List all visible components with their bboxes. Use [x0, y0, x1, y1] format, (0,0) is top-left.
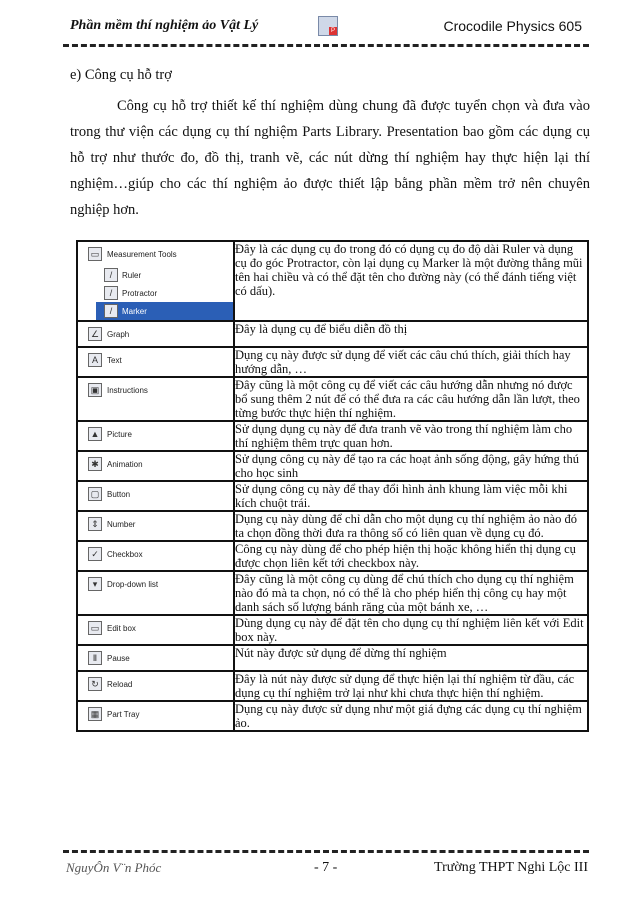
tool-item[interactable] [78, 512, 233, 536]
footer-divider [63, 850, 589, 853]
tool-description: Dụng cụ này được sử dụng như một giá đựng các dụng cụ thí nghiệm ảo. [234, 701, 588, 731]
tool-label: Number [107, 519, 136, 529]
tool-description: Sử dụng công cụ này để tạo ra các hoạt ảnh sống động, gây hứng thú cho học sinh [234, 451, 588, 481]
tool-description: Dụng cụ này dùng để chỉ dẫn cho một dụng cụ thí nghiệm ảo nào đó ta chọn đồng thời đưa ra thông số có liên quan về dụng cụ đó. [234, 511, 588, 541]
tool-subitem-icon: / [104, 268, 118, 282]
number-icon: ⇕ [88, 517, 102, 531]
graph-icon: ∠ [88, 327, 102, 341]
tools-table [76, 240, 589, 732]
instructions-icon: ▣ [88, 383, 102, 397]
tool-item[interactable] [78, 646, 233, 670]
tool-item[interactable] [78, 672, 233, 696]
tool-icon-cell [77, 451, 234, 481]
tool-row [77, 645, 588, 671]
tool-icon-cell [77, 321, 234, 347]
reload-icon: ↻ [88, 677, 102, 691]
header-title: Phần mềm thí nghiệm ảo Vật Lý [70, 18, 259, 33]
tool-item[interactable] [78, 452, 233, 476]
tool-label: Checkbox [107, 549, 143, 559]
picture-icon: ▲ [88, 427, 102, 441]
tool-icon-cell [77, 377, 234, 421]
tool-label: Graph [107, 329, 130, 339]
tool-description: Dùng dụng cụ này để đặt tên cho dụng cụ thí nghiệm liên kết với Edit box này. [234, 615, 588, 645]
folder-icon: ▭ [88, 247, 102, 261]
tool-label: Edit box [107, 623, 136, 633]
tool-subitem-icon: / [104, 304, 118, 318]
tool-item[interactable] [78, 242, 233, 266]
part-tray-icon: ▦ [88, 707, 102, 721]
footer-school: Trường THPT Nghi Lộc III [434, 860, 588, 875]
tool-item[interactable] [78, 422, 233, 446]
tool-item[interactable] [78, 322, 233, 346]
tool-label: Part Tray [107, 709, 140, 719]
tool-row [77, 571, 588, 615]
tool-row [77, 241, 588, 321]
tool-label: Pause [107, 653, 130, 663]
tool-icon-cell [77, 347, 234, 377]
tool-row [77, 481, 588, 511]
tool-item[interactable] [78, 572, 233, 596]
edit-box-icon: ▭ [88, 621, 102, 635]
button-icon: ▢ [88, 487, 102, 501]
tool-row [77, 377, 588, 421]
tool-description: Đây cũng là một công cụ để viết các câu hướng dẫn nhưng nó được bổ sung thêm 2 nút để có thể đưa ra các câu hướng dẫn lần lượt, theo từng bước thực hiện thí nghiệm. [234, 377, 588, 421]
tool-subitem-label: Marker [122, 306, 147, 316]
tool-description: Đây cũng là một công cụ dùng để chú thích cho dụng cụ thí nghiệm nào đó mà ta chọn, nó có thể là cho phép hiển thị công cụ hay một danh sách số lượng bánh răng của một bánh xe, … [234, 571, 588, 615]
tool-subitem-label: Ruler [122, 270, 142, 280]
section-title: e) Công cụ hỗ trợ [70, 67, 172, 83]
tool-description: Nút này được sử dụng để dừng thí nghiệm [234, 645, 588, 671]
tool-row [77, 701, 588, 731]
tool-label: Text [107, 355, 122, 365]
tool-label: Reload [107, 679, 133, 689]
tool-row [77, 421, 588, 451]
tool-subitem[interactable] [78, 266, 233, 284]
tool-icon-cell [77, 571, 234, 615]
tool-icon-cell [77, 241, 234, 321]
tool-row [77, 541, 588, 571]
tool-row [77, 451, 588, 481]
intro-paragraph: Công cụ hỗ trợ thiết kế thí nghiệm dùng chung đã được tuyển chọn và đưa vào trong thư viện các dụng cụ thí nghiệm Parts Library. Presentation bao gồm các dụng cụ hỗ trợ như thước đo, đồ thị, tranh vẽ, các nút dừng thí nghiệm hay thực hiện lại thí nghiệm…giúp cho các thí nghiệm ảo được thiết lập bằng phần mềm trở nên chuyên nghiệp hơn. [70, 98, 590, 218]
tool-icon-cell [77, 615, 234, 645]
page-header [60, 14, 590, 38]
animation-icon: ✱ [88, 457, 102, 471]
tool-description: Sử dụng công cụ này để thay đổi hình ảnh khung làm việc mỗi khi kích chuột trái. [234, 481, 588, 511]
tool-label: Animation [107, 459, 143, 469]
tool-label: Measurement Tools [107, 249, 177, 259]
tool-item[interactable] [78, 378, 233, 402]
tool-row [77, 511, 588, 541]
pause-icon: Ⅱ [88, 651, 102, 665]
crocodile-logo-icon: P [318, 16, 338, 36]
tool-icon-cell [77, 671, 234, 701]
tool-row [77, 347, 588, 377]
tool-subitem-label: Protractor [122, 288, 158, 298]
tool-label: Button [107, 489, 131, 499]
tool-description: Đây là dụng cụ để biểu diễn đồ thị [234, 321, 588, 347]
page-number: - 7 - [314, 860, 338, 875]
tool-description: Dụng cụ này được sử dụng để viết các câu chú thích, giải thích hay hướng dẫn, … [234, 347, 588, 377]
tool-description: Sử dụng dụng cụ này để đưa tranh vẽ vào trong thí nghiệm làm cho thí nghiệm thêm trực quan hơn. [234, 421, 588, 451]
tool-item[interactable] [78, 702, 233, 726]
footer-author: NguyÔn V¨n Phóc [66, 860, 162, 875]
tool-item[interactable] [78, 348, 233, 372]
tool-subitem[interactable] [78, 284, 233, 302]
tool-row [77, 615, 588, 645]
tool-description: Đây là nút này được sử dụng để thực hiện lại thí nghiệm từ đầu, các dụng cụ thí nghiệm trở lại như khi chưa thực hiện thí nghiệm. [234, 671, 588, 701]
tool-subitem[interactable] [96, 302, 233, 320]
tool-row [77, 671, 588, 701]
checkbox-icon: ✓ [88, 547, 102, 561]
tool-subitem-icon: / [104, 286, 118, 300]
tool-row [77, 321, 588, 347]
tool-description: Đây là các dụng cụ đo trong đó có dụng cụ đo độ dài Ruler và dụng cụ đo góc Protractor, còn lại dụng cụ Marker là một đường thẳng mũi tên hai chiều và có thể đặt tên cho đường này (có thể đánh tiếng việt có dấu). [234, 241, 588, 321]
tool-icon-cell [77, 645, 234, 671]
tool-item[interactable] [78, 616, 233, 640]
tool-label: Instructions [107, 385, 148, 395]
tool-item[interactable] [78, 542, 233, 566]
tool-icon-cell [77, 421, 234, 451]
tool-icon-cell [77, 511, 234, 541]
tool-item[interactable] [78, 482, 233, 506]
text-icon: A [88, 353, 102, 367]
header-divider [63, 44, 589, 47]
header-software-name: Crocodile Physics 605 [443, 18, 582, 34]
tool-icon-cell [77, 701, 234, 731]
tool-description: Công cụ này dùng để cho phép hiện thị hoặc không hiển thị dụng cụ được chọn liên kết tới checkbox này. [234, 541, 588, 571]
tool-label: Picture [107, 429, 132, 439]
dropdown-icon: ▾ [88, 577, 102, 591]
tool-icon-cell [77, 481, 234, 511]
tool-icon-cell [77, 541, 234, 571]
tool-label: Drop-down list [107, 579, 159, 589]
